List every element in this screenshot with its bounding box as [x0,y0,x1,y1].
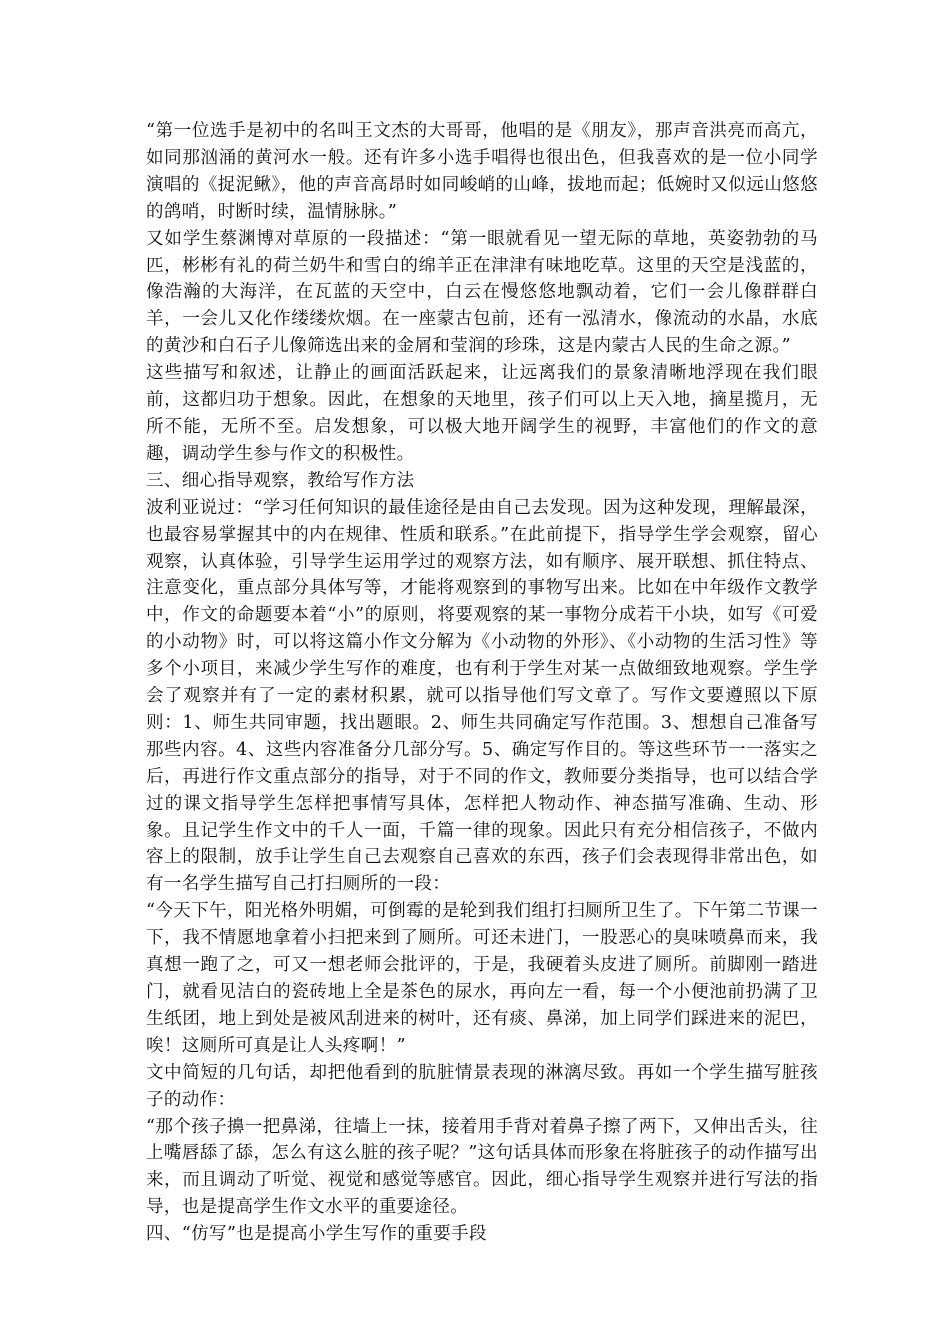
paragraph-dirty-child-intro: 文中简短的几句话，却把他看到的肮脏情景表现的淋漓尽致。再如一个学生描写脏孩子的动作： [146,1062,818,1110]
paragraph-grassland-description: 又如学生蔡渊博对草原的一段描述：“第一眼就看见一望无际的草地，英姿勃勃的马匹，彬彬有礼的荷兰奶牛和雪白的绵羊正在津津有味地吃草。这里的天空是浅蓝的，像浩瀚的大海洋，在瓦蓝的天空中，白云在慢悠悠地飘动着，它们一会儿像群群白羊，一会儿又化作缕缕炊烟。在一座蒙古包前，还有一泓清水，像流动的水晶，水底的黄沙和白石子儿像筛选出来的金屑和莹润的珍珠，这是内蒙古人民的生命之源。” [146,228,818,357]
section-heading-observation: 三、细心指导观察，教给写作方法 [146,470,415,491]
paragraph-quote-toilet-cleaning: “今天下午，阳光格外明媚，可倒霉的是轮到我们组打扫厕所卫生了。下午第二节课一下，我不情愿地拿着小扫把来到了厕所。可还未进门，一股恶心的臭味喷鼻而来，我真想一跑了之，可又一想老师会批评的，于是，我硬着头皮进了厕所。前脚刚一踏进门，就看见洁白的瓷砖地上全是茶色的尿水，再向左一看，每一个小便池前扔满了卫生纸团，地上到处是被风刮进来的树叶，还有痰、鼻涕，加上同学们踩进来的泥巴，唉！这厕所可真是让人头疼啊！” [146,901,818,1056]
paragraph-quote-dirty-child: “那个孩子擤一把鼻涕，往墙上一抹，接着用手背对着鼻子擦了两下，又伸出舌头，往上嘴唇舔了舔，怎么有这么脏的孩子呢？”这句话具体而形象在将脏孩子的动作描写出来，而且调动了听觉、视觉和感觉等感官。因此，细心指导学生观察并进行写法的指导，也是提高学生作文水平的重要途径。 [146,1116,818,1218]
paragraph-imagination-summary: 这些描写和叙述，让静止的画面活跃起来，让远离我们的景象清晰地浮现在我们眼前，这都归功于想象。因此，在想象的天地里，孩子们可以上天入地，摘星揽月，无所不能，无所不至。启发想象，可以极大地开阔学生的视野，丰富他们的作文的意趣，调动学生参与作文的积极性。 [146,363,818,464]
section-heading-imitation-writing: 四、“仿写”也是提高小学生写作的重要手段 [146,1224,487,1245]
paragraph-observation-method: 波利亚说过：“学习任何知识的最佳途径是由自己去发现。因为这种发现，理解最深，也最容易掌握其中的内在规律、性质和联系。”在此前提下，指导学生学会观察，留心观察，认真体验，引导学生运用学过的观察方法，如有顺序、展开联想、抓住特点、注意变化，重点部分具体写等，才能将观察到的事物写出来。比如在中年级作文教学中，作文的命题要本着“小”的原则，将要观察的某一事物分成若干小块，如写《可爱的小动物》时，可以将这篇小作文分解为《小动物的外形》、《小动物的生活习性》等多个小项目，来减少学生写作的难度，也有利于学生对某一点做细致地观察。学生学会了观察并有了一定的素材积累，就可以指导他们写文章了。写作文要遵照以下原则：1、师生共同审题，找出题眼。2、师生共同确定写作范围。3、想想自己准备写那些内容。4、这些内容准备分几部分写。5、确定写作目的。等这些环节一一落实之后，再进行作文重点部分的指导，对于不同的作文，教师要分类指导，也可以结合学过的课文指导学生怎样把事情写具体，怎样把人物动作、神态描写准确、生动、形象。且记学生作文中的千人一面，千篇一律的现象。因此只有充分相信孩子，不做内容上的限制，放手让学生自己去观察自己喜欢的东西，孩子们会表现得非常出色，如有一名学生描写自己打扫厕所的一段： [146,497,818,895]
paragraph-quote-singing-contest: “第一位选手是初中的名叫王文杰的大哥哥，他唱的是《朋友》，那声音洪亮而高亢，如同那汹涌的黄河水一般。还有许多小选手唱得也很出色，但我喜欢的是一位小同学演唱的《捉泥鳅》，他的声音高昂时如同峻峭的山峰，拔地而起；低婉时又似远山悠悠的鸽哨，时断时续，温情脉脉。” [146,121,818,222]
document-body [146,118,818,1248]
